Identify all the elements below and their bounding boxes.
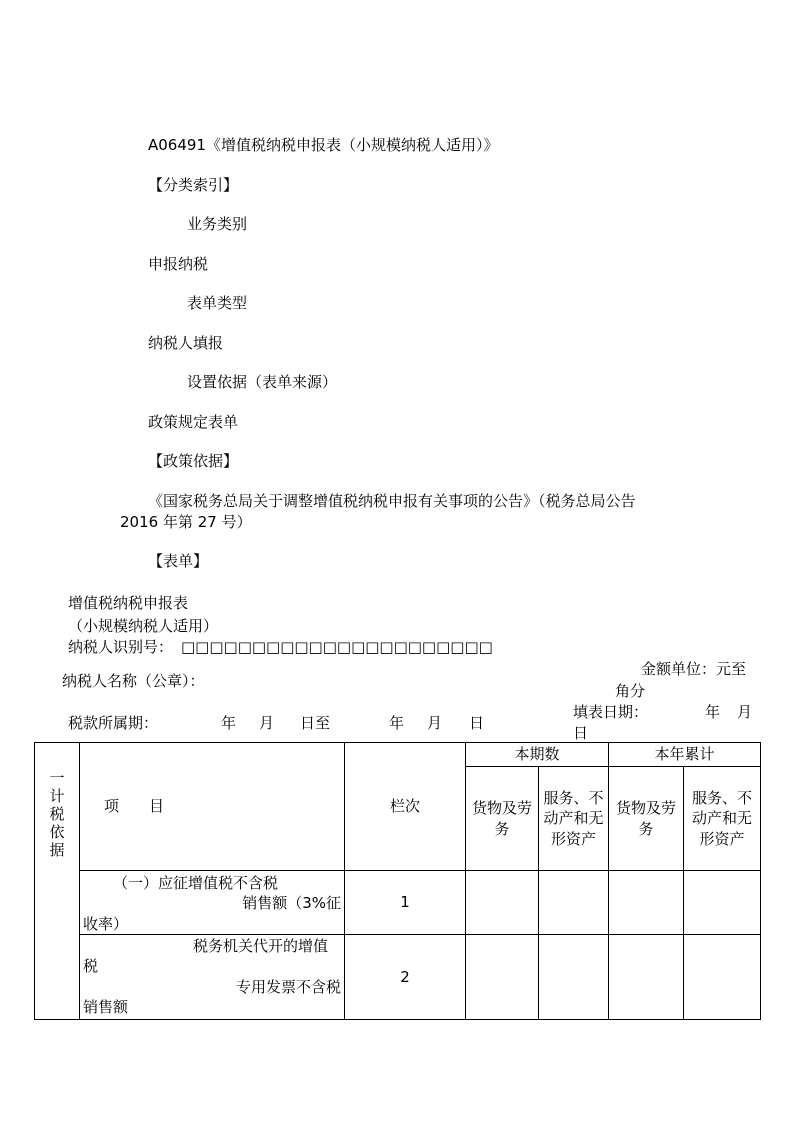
taxpayer-id-boxes[interactable]: □□□□□□□□□□□□□□□□□□□□□□ [181, 638, 493, 656]
form-heading: 【表单】 [148, 552, 209, 570]
row1-item: （一）应征增值税不含税 销售额（3%征 收率） [80, 871, 345, 935]
table-row [35, 871, 761, 935]
cumulative-services-header: 服务、不动产和无形资产 [684, 767, 761, 871]
row1-cumulative-goods[interactable] [609, 871, 684, 935]
fill-date-year: 年 [705, 703, 721, 721]
current-services-header: 服务、不动产和无形资产 [539, 767, 609, 871]
form-type-label: 表单类型 [187, 294, 248, 312]
section-tax-basis: 一 计税依据 [35, 743, 80, 1020]
period-end-month: 月 [427, 714, 443, 732]
category-index-heading: 【分类索引】 [148, 176, 239, 194]
item-header: 项 目 [104, 797, 165, 816]
taxpayer-id-label: 纳税人识别号： [68, 638, 174, 656]
column-no-header: 栏次 [345, 743, 466, 871]
item-header-cell [80, 743, 345, 871]
row1-current-goods[interactable] [466, 871, 539, 935]
basis-value: 政策规定表单 [148, 413, 239, 431]
policy-basis-heading: 【政策依据】 [148, 452, 239, 470]
amount-unit-line1: 金额单位：元至 [641, 660, 747, 678]
row2-current-goods[interactable] [466, 935, 539, 1020]
period-start-year: 年 [221, 714, 237, 732]
current-period-header: 本期数 [466, 743, 609, 767]
period-end-year: 年 [389, 714, 405, 732]
row2-item: 税务机关代开的增值 税 专用发票不含税 销售额 [80, 935, 345, 1020]
fill-date-label: 填表日期： [573, 703, 649, 721]
fill-date-day: 日 [573, 724, 589, 742]
row2-cumulative-goods[interactable] [609, 935, 684, 1020]
basis-label: 设置依据（表单来源） [187, 373, 338, 391]
row1-cumulative-services[interactable] [684, 871, 761, 935]
form-subtitle: （小规模纳税人适用） [68, 617, 219, 635]
policy-document-line2: 2016 年第 27 号） [120, 513, 252, 531]
period-end-day: 日 [469, 714, 485, 732]
row2-current-services[interactable] [539, 935, 609, 1020]
business-type-label: 业务类别 [187, 215, 248, 233]
form-title: 增值税纳税申报表 [68, 594, 189, 612]
row2-no: 2 [345, 935, 466, 1020]
year-cumulative-header: 本年累计 [609, 743, 761, 767]
document-code-title: A06491《增值税纳税申报表（小规模纳税人适用）》 [148, 136, 499, 154]
amount-unit-line2: 角分 [615, 682, 646, 700]
policy-document-line1: 《国家税务总局关于调整增值税纳税申报有关事项的公告》（税务总局公告 [148, 492, 636, 510]
fill-date-month: 月 [737, 703, 753, 721]
tax-period-label: 税款所属期： [68, 714, 159, 732]
table-row [35, 935, 761, 1020]
vat-return-table [34, 742, 761, 1020]
period-start-day-to: 日至 [300, 714, 331, 732]
row1-current-services[interactable] [539, 871, 609, 935]
cumulative-goods-header: 货物及劳务 [609, 767, 684, 871]
period-start-month: 月 [259, 714, 275, 732]
business-type-value: 申报纳税 [148, 255, 209, 273]
current-goods-header: 货物及劳务 [466, 767, 539, 871]
form-type-value: 纳税人填报 [148, 334, 224, 352]
taxpayer-name-label: 纳税人名称（公章）： [62, 672, 205, 690]
row1-no: 1 [345, 871, 466, 935]
row2-cumulative-services[interactable] [684, 935, 761, 1020]
